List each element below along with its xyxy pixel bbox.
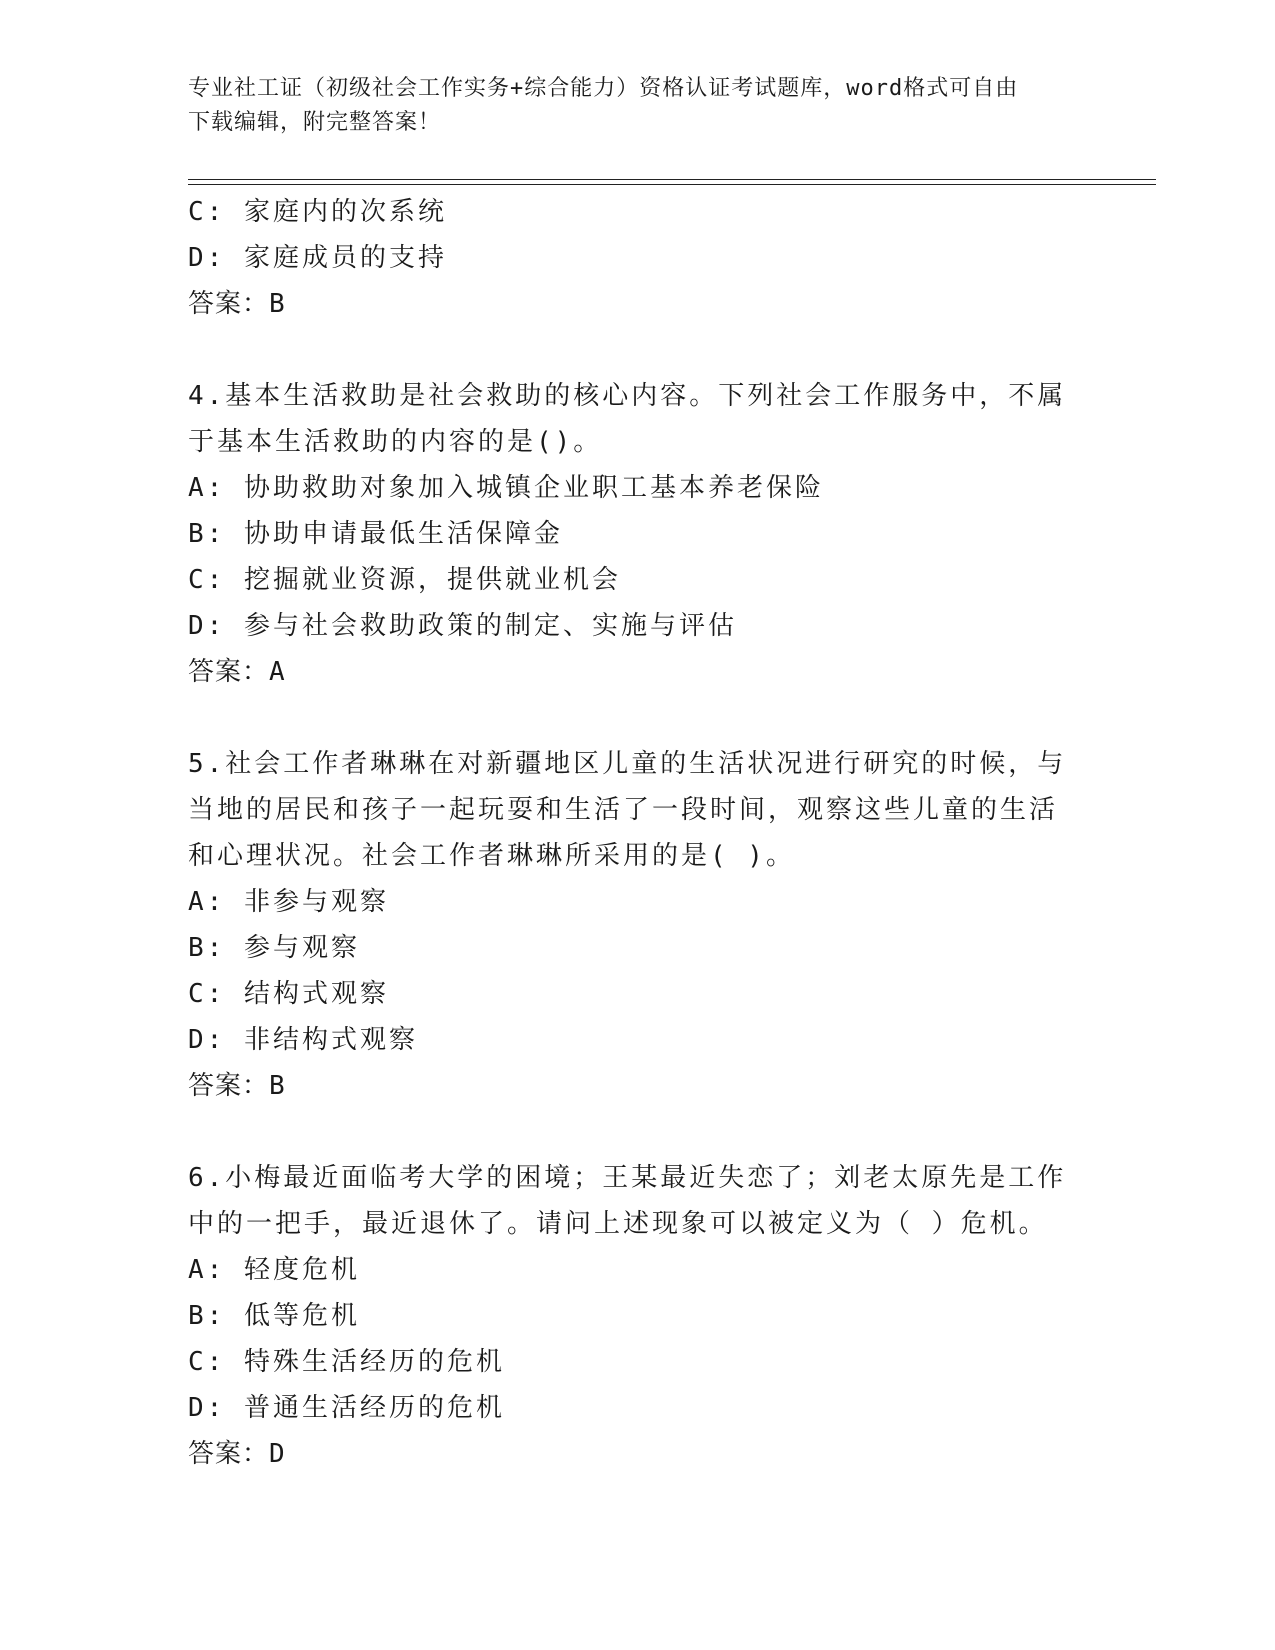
question-4 xyxy=(188,373,1068,695)
question-5 xyxy=(188,741,1068,1109)
question-list xyxy=(188,189,1068,1477)
question-spacer xyxy=(188,1109,1068,1155)
question-stem-line: 和心理状况。社会工作者琳琳所采用的是( )。 xyxy=(188,841,795,871)
option-b: B: 协助申请最低生活保障金 xyxy=(188,519,563,549)
question-3-continued xyxy=(188,189,1068,327)
option-d: D: 家庭成员的支持 xyxy=(188,243,447,273)
document-header xyxy=(188,72,1088,140)
option-b: B: 低等危机 xyxy=(188,1301,360,1331)
question-stem-line: 当地的居民和孩子一起玩耍和生活了一段时间，观察这些儿童的生活 xyxy=(188,795,1059,825)
option-c: C: 家庭内的次系统 xyxy=(188,197,447,227)
option-b: B: 参与观察 xyxy=(188,933,360,963)
answer-line: 答案：D xyxy=(188,1439,286,1469)
option-d: D: 参与社会救助政策的制定、实施与评估 xyxy=(188,611,737,641)
header-divider-bottom xyxy=(188,184,1156,185)
question-stem-line: 于基本生活救助的内容的是()。 xyxy=(188,427,603,457)
question-stem-line: 中的一把手，最近退休了。请问上述现象可以被定义为（ ）危机。 xyxy=(188,1209,1048,1239)
question-stem-line: 5.社会工作者琳琳在对新疆地区儿童的生活状况进行研究的时候，与 xyxy=(188,749,1067,779)
option-c: C: 挖掘就业资源，提供就业机会 xyxy=(188,565,621,595)
question-6 xyxy=(188,1155,1068,1477)
question-stem-line: 6.小梅最近面临考大学的困境；王某最近失恋了；刘老太原先是工作 xyxy=(188,1163,1067,1193)
option-d: D: 普通生活经历的危机 xyxy=(188,1393,505,1423)
header-line-2: 下载编辑，附完整答案！ xyxy=(188,110,442,135)
option-c: C: 结构式观察 xyxy=(188,979,389,1009)
answer-line: 答案：A xyxy=(188,657,286,687)
question-stem-line: 4.基本生活救助是社会救助的核心内容。下列社会工作服务中，不属 xyxy=(188,381,1067,411)
header-divider-top xyxy=(188,179,1156,180)
option-a: A: 非参与观察 xyxy=(188,887,389,917)
option-a: A: 协助救助对象加入城镇企业职工基本养老保险 xyxy=(188,473,824,503)
answer-line: 答案：B xyxy=(188,1071,286,1101)
question-spacer xyxy=(188,695,1068,741)
option-d: D: 非结构式观察 xyxy=(188,1025,418,1055)
question-spacer xyxy=(188,327,1068,373)
header-line-1: 专业社工证（初级社会工作实务+综合能力）资格认证考试题库，word格式可自由 xyxy=(188,76,1019,101)
option-c: C: 特殊生活经历的危机 xyxy=(188,1347,505,1377)
option-a: A: 轻度危机 xyxy=(188,1255,360,1285)
answer-line: 答案：B xyxy=(188,289,286,319)
